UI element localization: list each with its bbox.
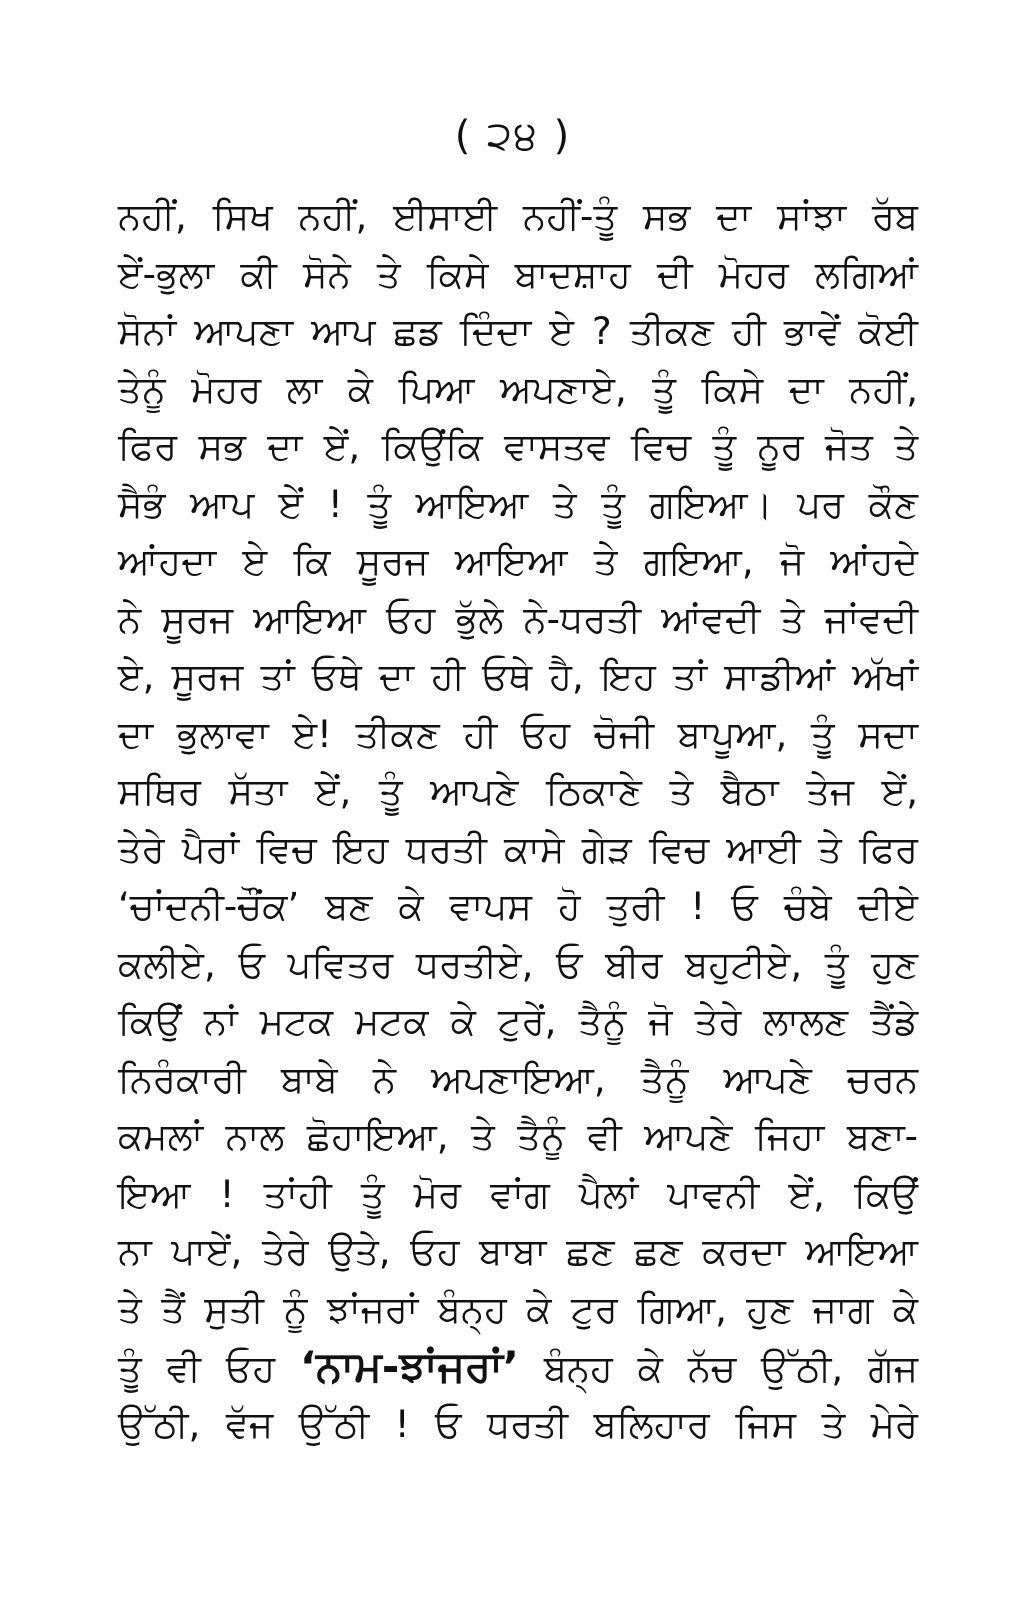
text-line: ਤੇਨੂੰ ਮੋਹਰ ਲਾ ਕੇ ਪਿਆ ਅਪਣਾਏ, ਤੂੰ ਕਿਸੇ ਦਾ ਨਹੀਂ, bbox=[118, 367, 918, 411]
emphasized-phrase: ‘ਨਾਮ-ਝਾਂਜਰਾਂ’ bbox=[299, 1342, 519, 1391]
text-line: ਕਿਉਂ ਨਾਂ ਮਟਕ ਮਟਕ ਕੇ ਟੁਰੇਂ, ਤੈਨੂੰ ਜੋ ਤੇਰੇ ਲਾਲਣ ਤੈਂਡੇ bbox=[118, 1000, 918, 1043]
text-line: ‘ਚਾਂਦਨੀ-ਚੌਂਕ’ ਬਣ ਕੇ ਵਾਪਸ ਹੋ ਤੁਰੀ ! ਓ ਚੰਬੇ ਦੀਏ bbox=[118, 885, 918, 928]
text-line: ਨਾ ਪਾਏਂ, ਤੇਰੇ ਉਤੇ, ਓਹ ਬਾਬਾ ਛਣ ਛਣ ਕਰਦਾ ਆਇਆ bbox=[118, 1230, 918, 1273]
text-line: ਇਆ ! ਤਾਂਹੀ ਤੂੰ ਮੋਰ ਵਾਂਗ ਪੈਲਾਂ ਪਾਵਨੀ ਏਂ, ਕਿਉਂ bbox=[118, 1172, 918, 1216]
text-line: ਕਮਲਾਂ ਨਾਲ ਛੋਹਾਇਆ, ਤੇ ਤੈਨੂੰ ਵੀ ਆਪਣੇ ਜਿਹਾ ਬਣਾ- bbox=[118, 1115, 918, 1158]
line-start: ਤੂੰ ਵੀ ਓਹ bbox=[118, 1347, 276, 1390]
text-line: ਸੈਭੰ ਆਪ ਏਂ ! ਤੂੰ ਆਇਆ ਤੇ ਤੂੰ ਗਇਆ। ਪਰ ਕੌਣ bbox=[118, 482, 918, 526]
text-line: ਨਹੀਂ, ਸਿਖ ਨਹੀਂ, ਈਸਾਈ ਨਹੀਂ-ਤੂੰ ਸਭ ਦਾ ਸਾਂਝਾ ਰੱਬ bbox=[118, 195, 918, 238]
text-line: ਨਿਰੰਕਾਰੀ ਬਾਬੇ ਨੇ ਅਪਣਾਇਆ, ਤੈਨੂੰ ਆਪਣੇ ਚਰਨ bbox=[118, 1057, 918, 1101]
text-line: ਫਿਰ ਸਭ ਦਾ ਏਂ, ਕਿਉਂਕਿ ਵਾਸਤਵ ਵਿਚ ਤੂੰ ਨੂਰ ਜੋਤ ਤੇ bbox=[118, 425, 918, 468]
text-line: ਤੇ ਤੈਂ ਸੁਤੀ ਨੂੰ ਝਾਂਜਰਾਂ ਬੰਨ੍ਹ ਕੇ ਟੁਰ ਗਿਆ, ਹੁਣ ਜਾਗ ਕੇ bbox=[118, 1287, 918, 1331]
text-line: ਏਂ-ਭੁਲਾ ਕੀ ਸੋਨੇ ਤੇ ਕਿਸੇ ਬਾਦਸ਼ਾਹ ਦੀ ਮੋਹਰ ਲਗਿਆਂ bbox=[118, 252, 918, 296]
text-line: ਉੱਠੀ, ਵੱਜ ਉੱਠੀ ! ਓ ਧਰਤੀ ਬਲਿਹਾਰ ਜਿਸ ਤੇ ਮੇਰੇ bbox=[118, 1402, 918, 1446]
page-number: ( ੨੪ ) bbox=[454, 113, 572, 159]
text-line: ਨੇ ਸੂਰਜ ਆਇਆ ਓਹ ਭੁੱਲੇ ਨੇ-ਧਰਤੀ ਆਂਵਦੀ ਤੇ ਜਾਂਵਦੀ bbox=[118, 597, 918, 641]
text-line: ਕਲੀਏ, ਓ ਪਵਿਤਰ ਧਰਤੀਏ, ਓ ਬੀਰ ਬਹੁਟੀਏ, ਤੂੰ ਹੁਣ bbox=[118, 942, 918, 986]
text-line: ਸਥਿਰ ਸੱਤਾ ਏਂ, ਤੂੰ ਆਪਣੇ ਠਿਕਾਣੇ ਤੇ ਬੈਠਾ ਤੇਜ ਏਂ, bbox=[118, 770, 918, 813]
text-line: ਆਂਹਦਾ ਏ ਕਿ ਸੂਰਜ ਆਇਆ ਤੇ ਗਇਆ, ਜੋ ਆਂਹਦੇ bbox=[118, 540, 918, 583]
text-line: ਤੇਰੇ ਪੈਰਾਂ ਵਿਚ ਇਹ ਧਰਤੀ ਕਾਸੇ ਗੇੜ ਵਿਚ ਆਈ ਤੇ ਫਿਰ bbox=[118, 827, 918, 871]
text-line: ਦਾ ਭੁਲਾਵਾ ਏ! ਤੀਕਣ ਹੀ ਓਹ ਚੋਜੀ ਬਾਪੂਆ, ਤੂੰ ਸਦਾ bbox=[118, 712, 918, 756]
text-line: ਏ, ਸੂਰਜ ਤਾਂ ਓਥੇ ਦਾ ਹੀ ਓਥੇ ਹੈ, ਇਹ ਤਾਂ ਸਾਡੀਆਂ ਅੱਖਾਂ bbox=[118, 655, 918, 698]
line-end: ਬੰਨ੍ਹ ਕੇ ਨੱਚ ਉੱਠੀ, ਗੱਜ bbox=[543, 1347, 918, 1390]
text-line-emphasis bbox=[118, 1338, 918, 1396]
text-line: ਸੋਨਾਂ ਆਪਣਾ ਆਪ ਛਡ ਦਿੰਦਾ ਏ ? ਤੀਕਣ ਹੀ ਭਾਵੇਂ ਕੋਈ bbox=[118, 310, 918, 353]
body-text bbox=[118, 188, 918, 1453]
